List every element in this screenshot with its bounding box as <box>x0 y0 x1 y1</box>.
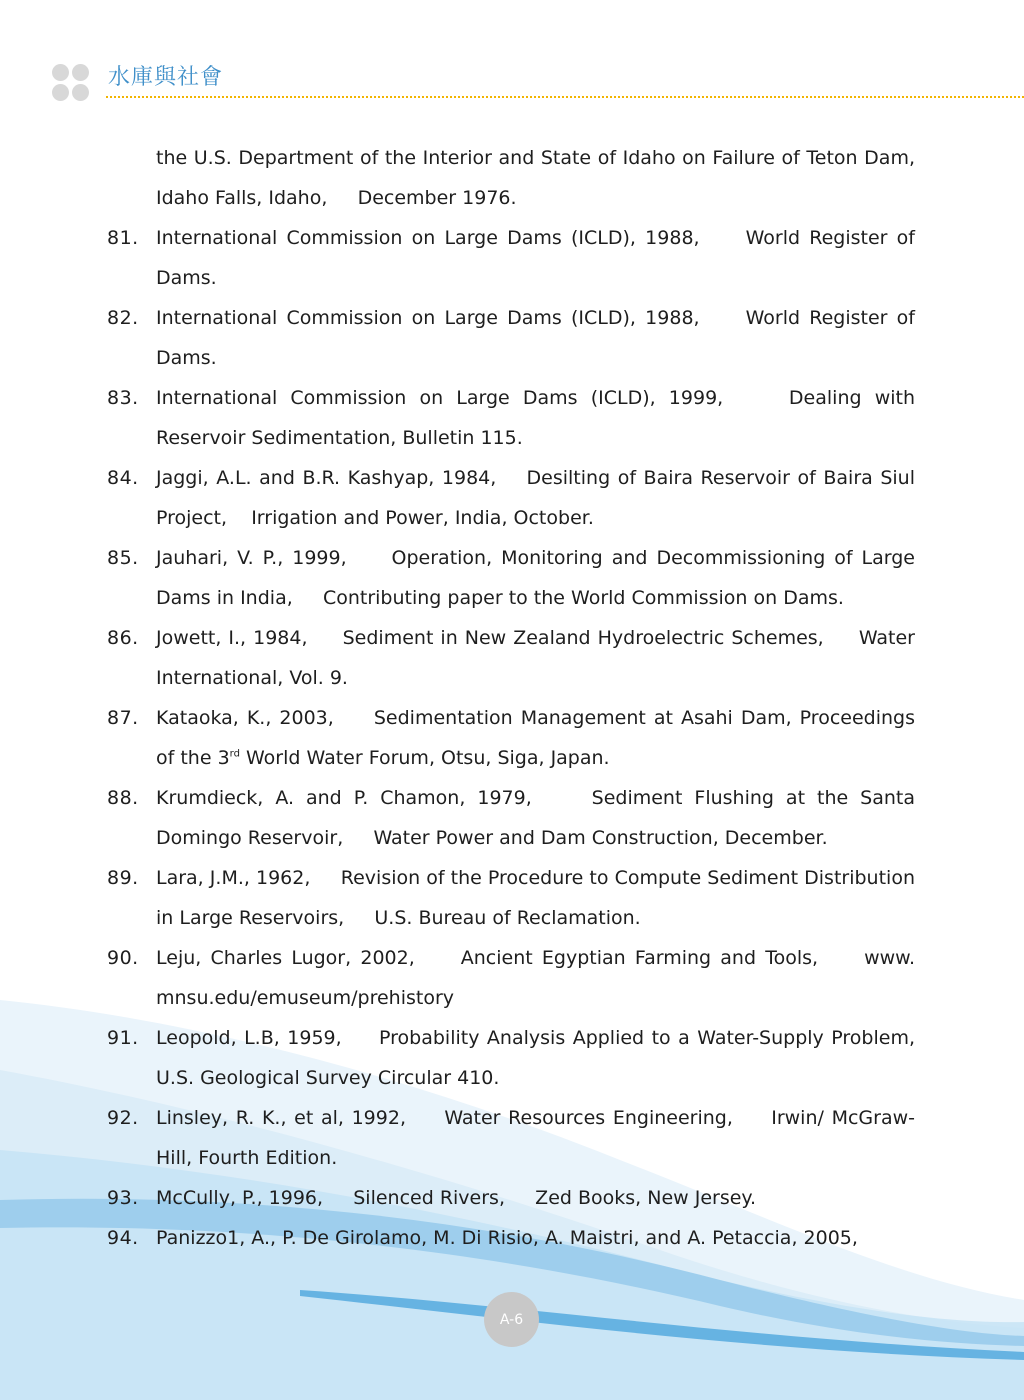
reference-text: Panizzo1, A., P. De Girolamo, M. Di Risio, A. Maistri, and A. Petaccia, 2005, <box>156 1227 858 1249</box>
reference-text-part: Kataoka, K., 2003, Sedimentation Management at Asahi Dam, Proceedings of the 3 <box>156 707 922 769</box>
reference-text: Jowett, I., 1984, Sediment in New Zealand Hydroelectric Schemes, Water International, Vol. 9. <box>156 627 922 689</box>
ordinal-superscript: rd <box>229 748 240 760</box>
reference-number: 84. <box>107 467 139 489</box>
reference-number: 82. <box>107 307 139 329</box>
reference-text: Leju, Charles Lugor, 2002, Ancient Egyptian Farming and Tools, www. mnsu.edu/emuseum/prehistory <box>156 947 922 1009</box>
reference-number: 88. <box>107 787 139 809</box>
reference-text <box>156 698 922 778</box>
reference-number: 81. <box>107 227 139 249</box>
reference-text: Krumdieck, A. and P. Chamon, 1979, Sediment Flushing at the Santa Domingo Reservoir, Water Power and Dam Construction, December. <box>156 787 922 849</box>
list-item <box>0 1218 1024 1258</box>
list-item <box>0 1178 1024 1218</box>
reference-text: International Commission on Large Dams (ICLD), 1988, World Register of Dams. <box>156 307 922 369</box>
list-item <box>0 458 1024 538</box>
list-item <box>0 218 1024 298</box>
header-dotted-rule <box>106 96 1024 98</box>
reference-text: International Commission on Large Dams (ICLD), 1988, World Register of Dams. <box>156 227 922 289</box>
list-item <box>0 378 1024 458</box>
reference-number: 92. <box>107 1107 139 1129</box>
list-item <box>0 1098 1024 1178</box>
page-number-badge: A-6 <box>484 1292 539 1347</box>
reference-number: 94. <box>107 1227 139 1249</box>
reference-text: Lara, J.M., 1962, Revision of the Procedure to Compute Sediment Distribution in Large Reservoirs, U.S. Bureau of Reclamation. <box>156 867 922 929</box>
reference-text: Leopold, L.B, 1959, Probability Analysis Applied to a Water-Supply Problem, U.S. Geological Survey Circular 410. <box>156 1027 946 1089</box>
reference-number: 93. <box>107 1187 139 1209</box>
reference-number: 91. <box>107 1027 139 1049</box>
reference-text: Linsley, R. K., et al, 1992, Water Resources Engineering, Irwin/ McGraw-Hill, Fourth Edition. <box>156 1107 915 1169</box>
list-item <box>0 698 1024 778</box>
reference-text: Jaggi, A.L. and B.R. Kashyap, 1984, Desilting of Baira Reservoir of Baira Siul Project, Irrigation and Power, India, October. <box>156 467 922 529</box>
list-item <box>0 778 1024 858</box>
list-item <box>0 138 1024 218</box>
list-item <box>0 858 1024 938</box>
reference-number: 90. <box>107 947 139 969</box>
reference-text: the U.S. Department of the Interior and State of Idaho on Failure of Teton Dam, Idaho Falls, Idaho, December 1976. <box>156 147 922 209</box>
list-item <box>0 618 1024 698</box>
book-title: 水庫與社會 <box>108 65 224 90</box>
reference-text-part: World Water Forum, Otsu, Siga, Japan. <box>239 747 610 769</box>
reference-list <box>0 138 1024 1258</box>
reference-number: 86. <box>107 627 139 649</box>
reference-text: International Commission on Large Dams (ICLD), 1999, Dealing with Reservoir Sedimentation, Bulletin 115. <box>156 387 922 449</box>
list-item <box>0 938 1024 1018</box>
reference-number: 89. <box>107 867 139 889</box>
list-item <box>0 298 1024 378</box>
reference-text: McCully, P., 1996, Silenced Rivers, Zed Books, New Jersey. <box>156 1187 757 1209</box>
list-item <box>0 1018 1024 1098</box>
list-item <box>0 538 1024 618</box>
reference-number: 87. <box>107 707 139 729</box>
four-dots-logo-icon <box>52 64 92 104</box>
reference-number: 83. <box>107 387 139 409</box>
reference-number: 85. <box>107 547 139 569</box>
reference-text: Jauhari, V. P., 1999, Operation, Monitoring and Decommissioning of Large Dams in India, Contributing paper to the World Commission on Dams. <box>156 547 922 609</box>
